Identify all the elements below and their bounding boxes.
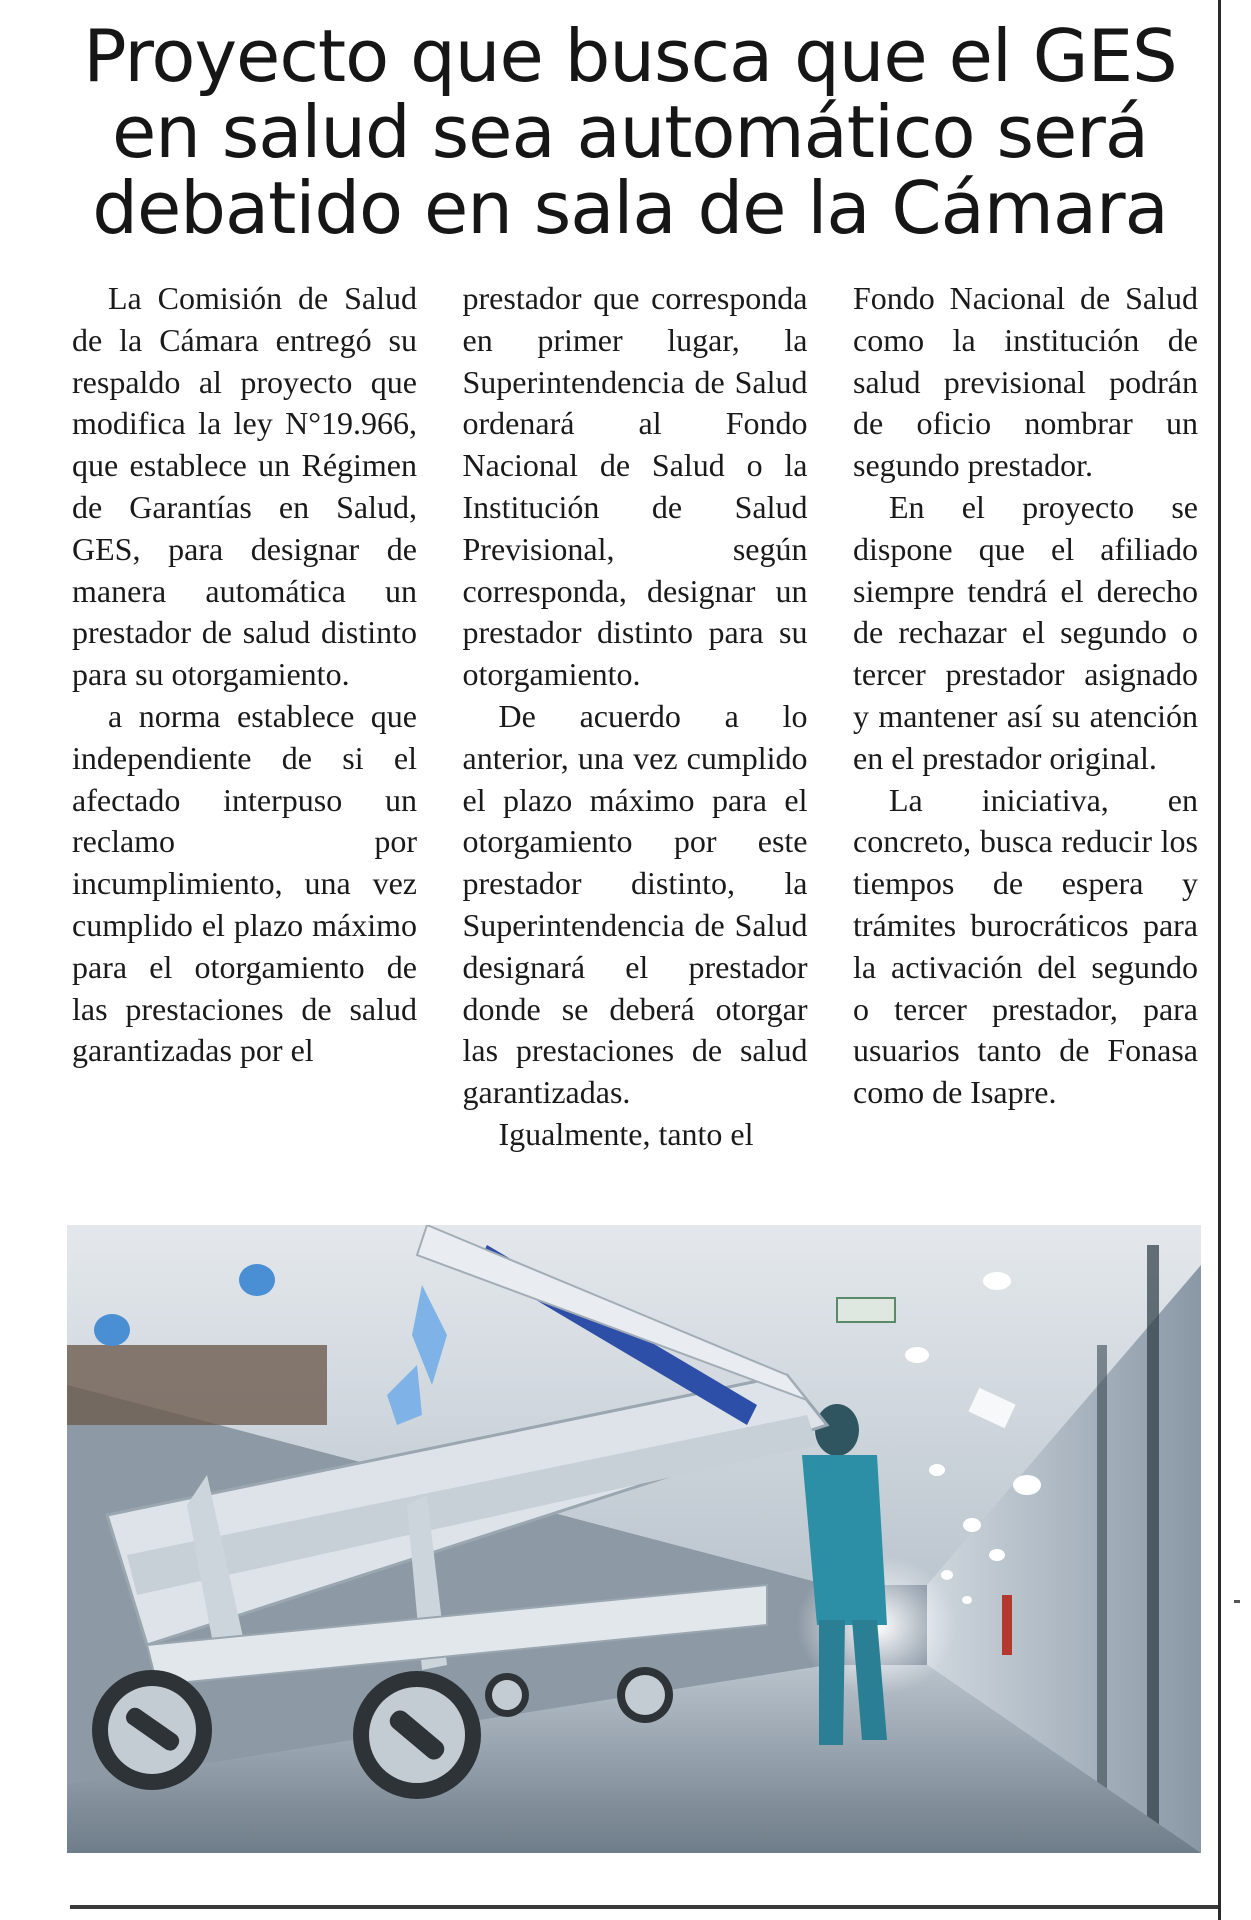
paragraph: De acuerdo a lo anterior, una vez cumplido el plazo máximo para el otorgamiento por este prestador distinto, la Superintendencia de Salud designará el prestador donde se deberá otorgar las prestaciones de salud garantizadas. xyxy=(462,697,808,1111)
headline: Proyecto que busca que el GES en salud sea automático será debatido en sala de la Cámara xyxy=(83,14,1177,250)
hospital-corridor-photo xyxy=(67,1225,1201,1853)
margin-tick xyxy=(1234,1600,1240,1603)
article-column-2 xyxy=(463,278,808,1208)
page-border-bottom xyxy=(70,1905,1218,1909)
paragraph: La iniciativa, en concreto, busca reducir los tiempos de espera y trámites burocráticos para la activación del segundo o tercer prestador, para usuarios tanto de Fonasa como de Isapre. xyxy=(853,781,1198,1111)
paragraph: Igualmente, tanto el xyxy=(498,1115,754,1152)
article-body xyxy=(72,278,1198,1208)
paragraph: En el proyecto se dispone que el afiliado siempre tendrá el derecho de rechazar el segundo o tercer prestador asignado y mantener así su atención en el prestador original. xyxy=(853,488,1198,776)
paragraph: La Comisión de Salud de la Cámara entregó su respaldo al proyecto que modifica la ley N°19.966, que establece un Régimen de Garantías en Salud, GES, para designar de manera automática un prestador de salud distinto para su otorgamiento. xyxy=(72,280,417,693)
article-column-1 xyxy=(72,278,417,1208)
article-column-3 xyxy=(853,278,1198,1208)
paragraph: a norma establece que independiente de si el afectado interpuso un reclamo por incumplimiento, una vez cumplido el plazo máximo para el otorgamiento de las prestaciones de salud garantizadas por el xyxy=(72,697,417,1069)
paragraph-continued: Fondo Nacional de Salud como la institución de salud previsional podrán de oficio nombrar un segundo prestador. xyxy=(853,280,1198,484)
paragraph-continued: prestador que corresponda en primer lugar, la Superintendencia de Salud ordenará al Fondo Nacional de Salud o la Institución de Salud Previsional, según corresponda, designar un prestador distinto para su otorgamiento. xyxy=(462,280,808,693)
page-border-right xyxy=(1218,0,1221,1920)
